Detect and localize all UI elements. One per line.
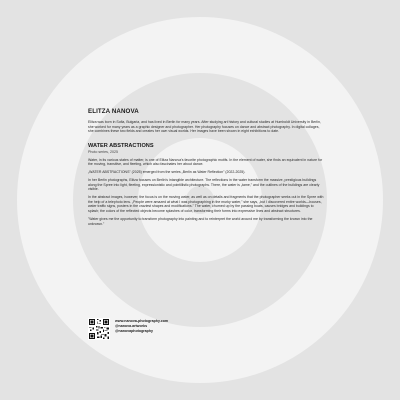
series-paragraph: In her Berlin photographs, Elitza focuses on Berlin's intangible architecture. The reflections in the water transform the massive, prestigious buildings along the Spree into light, fleeting, expressionistic and pointillistic photographs. There, the water is „tame," and the outlines of the buildings are clearly visible. [88, 178, 320, 192]
series-subtitle: Photo series, 2025 [88, 149, 118, 154]
series-paragraph: „WATER ABSTRACTIONS" (2025) emerged from the series „Berlin as Water Reflection" (2022-2025). [88, 170, 246, 175]
series-quote: "Water gives me the opportunity to transform photography into painting and to reinterpret the world around me by transforming the known into the unknown." [88, 216, 313, 226]
series-title: WATER ABSTRACTIONS [88, 142, 154, 149]
series-paragraph: In the abstract images, however, the focus is on the moving water, as well as on details and fragments that the photographer seeks out in the Spree with the help of a telephoto lens. „People were amazed at what I was photographing in the murky water," she says, „but I discovered entire worlds—houses, water traffic signs, posters in the craziest shapes and modifications." The water, churned up by the passing boats, causes bridges and buildings to splash; the colors of the reflected objects become splashes of color, transforming their forms into expressive lines and abstract structures. [88, 195, 324, 214]
series-paragraph: Water, in its various states of matter, is one of Elitza Nanova's favorite photographic motifs. In the element of water, she finds an equivalent in nature for the moving, transitive, and fleeting, which also fascinates her about dance. [88, 157, 323, 167]
website-link[interactable]: www.nanova-photography.com [115, 319, 169, 323]
contact-footer [88, 318, 168, 340]
artworks-handle-link[interactable]: @nanova.artworks [115, 324, 148, 328]
author-name: ELITZA NANOVA [88, 108, 139, 115]
author-bio: Elitza was born in Sofia, Bulgaria, and has lived in Berlin for many years. After studying art history and cultural studies at Humboldt University in Berlin, she worked for many years as a graphic designer and photographer. Her photography focuses on dance and abstract photography. In digital collages, she combines these two fields and creates her own visual worlds. Her images have been shown in eight exhibitions to date. [88, 120, 321, 134]
text-content [88, 108, 324, 229]
photography-handle-link[interactable]: @nanovaphotography [115, 329, 154, 333]
qr-code-icon[interactable] [88, 318, 110, 340]
contact-links [115, 319, 168, 334]
